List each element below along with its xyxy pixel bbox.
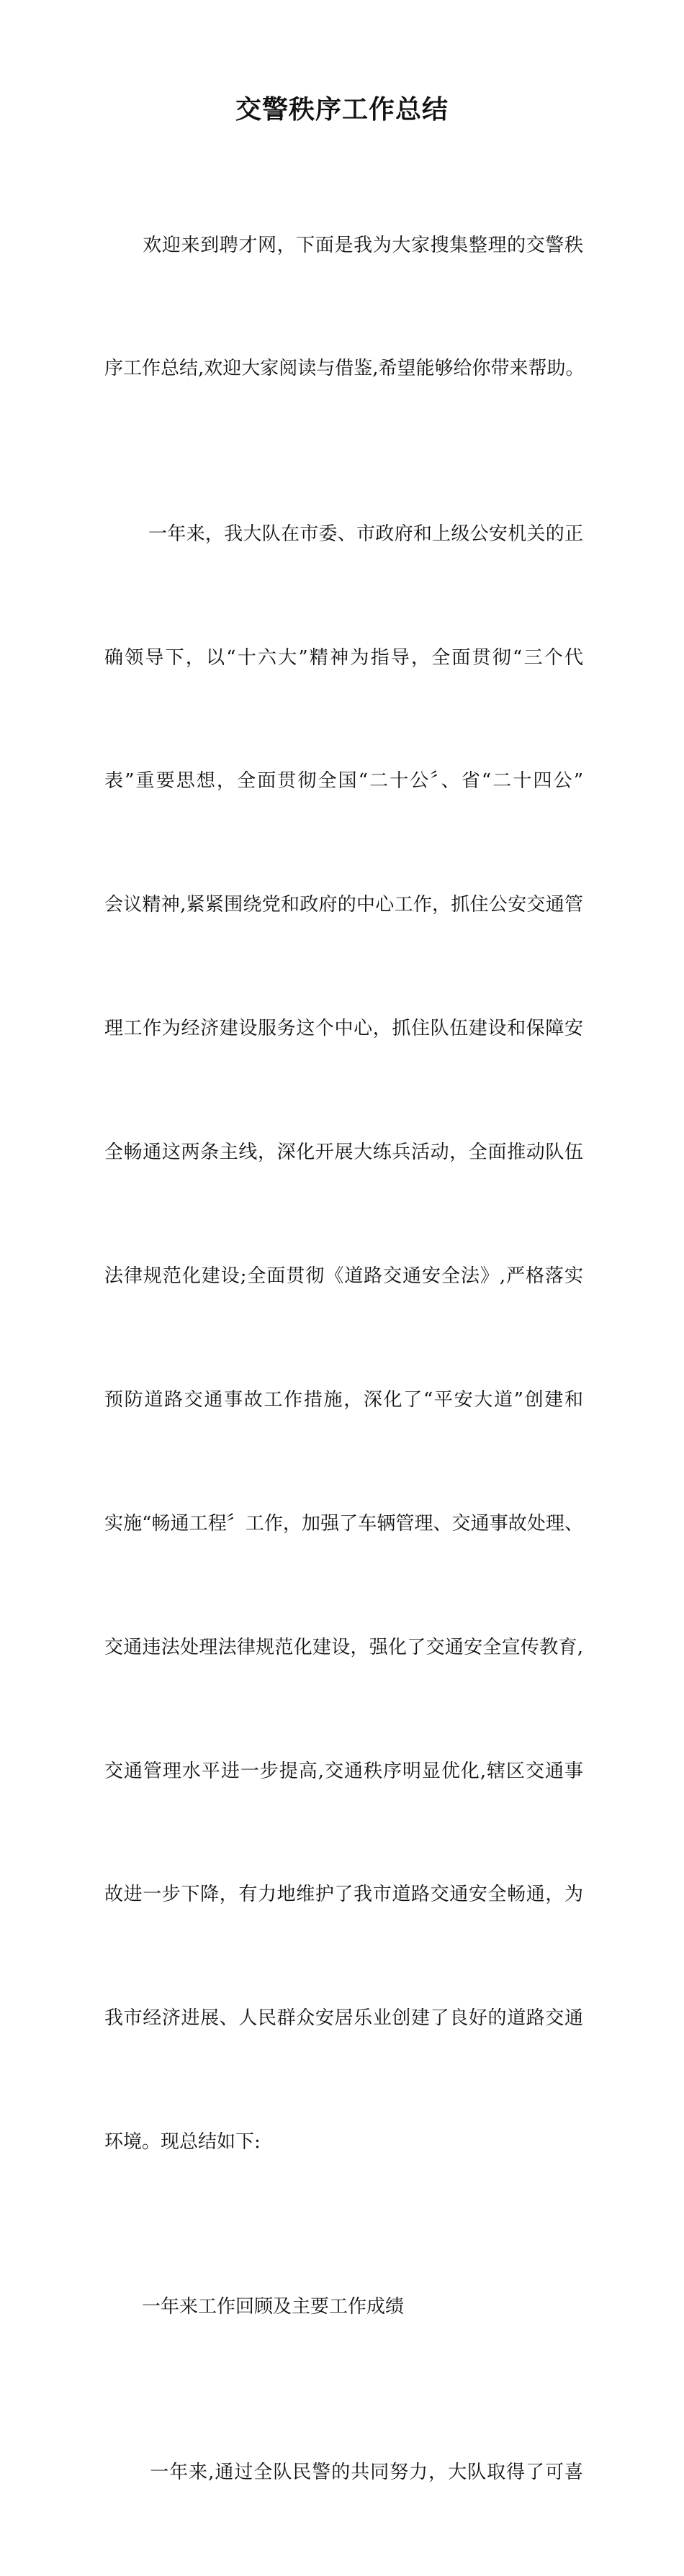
paragraph-2-line-12: 故进一步下降，有力地维护了我市道路交通安全畅通，为: [104, 1884, 583, 1906]
paragraph-1-line-1: 欢迎来到聘才网，下面是我为大家搜集整理的交警秩: [104, 234, 583, 256]
paragraph-2-line-14: 环境。现总结如下:: [104, 2131, 261, 2154]
paragraph-1-line-2: 序工作总结,欢迎大家阅读与借鉴,希望能够给你带来帮助。: [104, 358, 585, 380]
paragraph-2-line-6: 全畅通这两条主线，深化开展大练兵活动，全面推动队伍: [104, 1142, 583, 1164]
paragraph-2-line-5: 理工作为经济建设服务这个中心，抓住队伍建设和保障安: [104, 1018, 583, 1040]
paragraph-2-line-3: 表”重要思想，全面贯彻全国“二十公〞、省“二十四公”: [104, 770, 583, 792]
paragraph-2-line-10: 交通违法处理法律规范化建设，强化了交通安全宣传教育,: [104, 1636, 583, 1658]
document-body: [104, 143, 583, 2576]
paragraph-2-line-8: 预防道路交通事故工作措施，深化了“平安大道”创建和: [104, 1388, 583, 1411]
paragraph-2-line-1: 一年来，我大队在市委、市政府和上级公安机关的正: [104, 523, 583, 545]
paragraph-2-line-4: 会议精神,紧紧围绕党和政府的中心工作，抓住公安交通管: [104, 894, 583, 916]
paragraph-2-line-13: 我市经济进展、人民群众安居乐业创建了良好的道路交通: [104, 2007, 583, 2030]
document-title: 交警秩序工作总结: [235, 94, 449, 125]
paragraph-2-line-9: 实施“畅通工程〞工作，加强了车辆管理、交通事故处理、: [104, 1512, 583, 1535]
paragraph-2-line-2: 确领导下，以“十六大”精神为指导，全面贯彻“三个代: [104, 646, 583, 669]
paragraph-4-line-1: 一年来,通过全队民警的共同努力，大队取得了可喜: [104, 2461, 583, 2483]
paragraph-2-line-11: 交通管理水平进一步提高,交通秩序明显优化,辖区交通事: [104, 1760, 583, 1782]
section-heading: 一年来工作回顾及主要工作成绩: [104, 2296, 405, 2318]
paragraph-2-line-7: 法律规范化建设;全面贯彻《道路交通安全法》,严格落实: [104, 1265, 583, 1288]
